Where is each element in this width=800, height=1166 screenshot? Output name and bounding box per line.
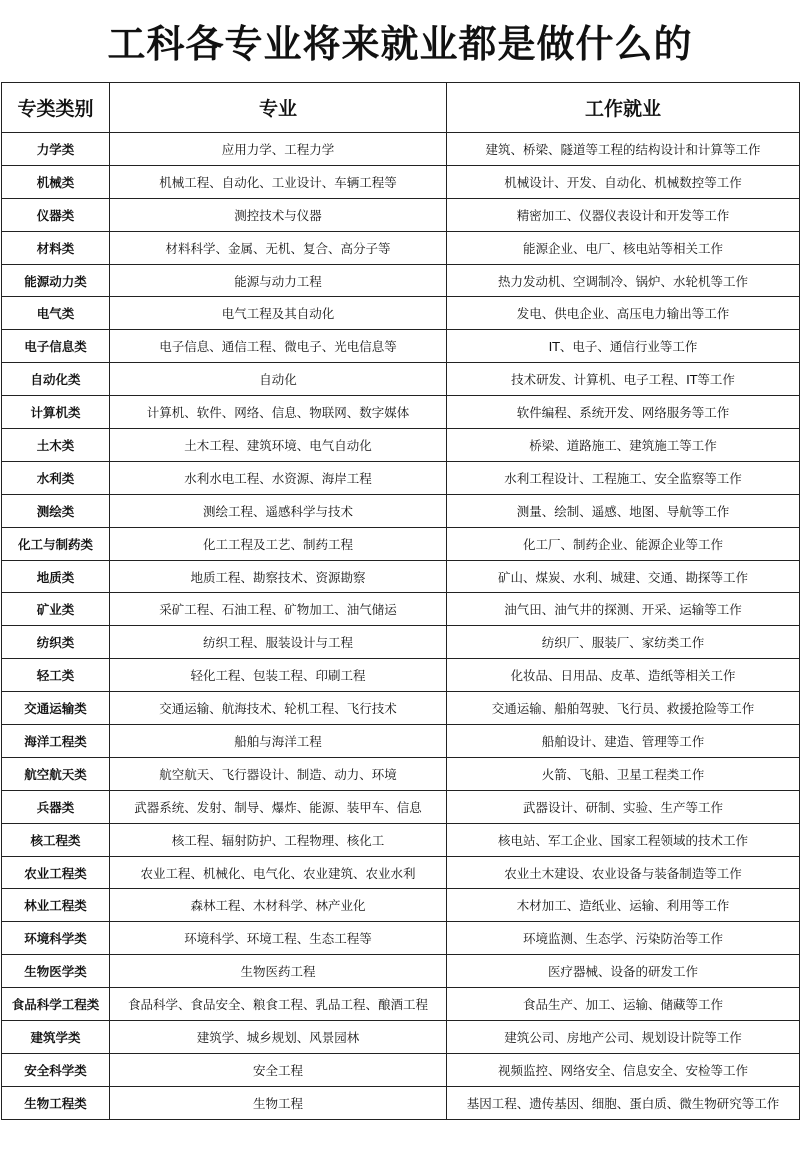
cell-category: 电气类	[2, 297, 110, 330]
cell-job: 精密加工、仪器仪表设计和开发等工作	[447, 198, 800, 231]
cell-job: 水利工程设计、工程施工、安全监察等工作	[447, 461, 800, 494]
table-row	[2, 198, 800, 231]
cell-category: 自动化类	[2, 363, 110, 396]
cell-category: 化工与制药类	[2, 527, 110, 560]
cell-job: 核电站、军工企业、国家工程领域的技术工作	[447, 823, 800, 856]
table-row	[2, 988, 800, 1021]
header-major: 专业	[110, 83, 447, 133]
table-row	[2, 856, 800, 889]
table-row	[2, 527, 800, 560]
cell-category: 仪器类	[2, 198, 110, 231]
cell-job: 纺织厂、服装厂、家纺类工作	[447, 626, 800, 659]
cell-major: 材料科学、金属、无机、复合、高分子等	[110, 231, 447, 264]
cell-job: 油气田、油气井的探测、开采、运输等工作	[447, 593, 800, 626]
cell-category: 电子信息类	[2, 330, 110, 363]
table-row	[2, 823, 800, 856]
cell-category: 纺织类	[2, 626, 110, 659]
cell-category: 航空航天类	[2, 757, 110, 790]
cell-major: 机械工程、自动化、工业设计、车辆工程等	[110, 165, 447, 198]
cell-job: 桥梁、道路施工、建筑施工等工作	[447, 429, 800, 462]
cell-job: 化妆品、日用品、皮革、造纸等相关工作	[447, 659, 800, 692]
cell-major: 森林工程、木材科学、林产业化	[110, 889, 447, 922]
cell-job: 发电、供电企业、高压电力输出等工作	[447, 297, 800, 330]
cell-category: 安全科学类	[2, 1053, 110, 1086]
cell-category: 矿业类	[2, 593, 110, 626]
table-row	[2, 725, 800, 758]
cell-category: 交通运输类	[2, 692, 110, 725]
cell-major: 化工工程及工艺、制药工程	[110, 527, 447, 560]
cell-category: 农业工程类	[2, 856, 110, 889]
table-row	[2, 626, 800, 659]
table-row	[2, 1086, 800, 1119]
table-row	[2, 494, 800, 527]
table-row	[2, 560, 800, 593]
majors-table	[1, 82, 800, 1120]
cell-category: 兵器类	[2, 790, 110, 823]
cell-job: 建筑公司、房地产公司、规划设计院等工作	[447, 1021, 800, 1054]
cell-major: 测控技术与仪器	[110, 198, 447, 231]
cell-job: 视频监控、网络安全、信息安全、安检等工作	[447, 1053, 800, 1086]
cell-major: 电子信息、通信工程、微电子、光电信息等	[110, 330, 447, 363]
cell-major: 航空航天、飞行器设计、制造、动力、环境	[110, 757, 447, 790]
table-row	[2, 593, 800, 626]
cell-major: 水利水电工程、水资源、海岸工程	[110, 461, 447, 494]
cell-job: 技术研发、计算机、电子工程、IT等工作	[447, 363, 800, 396]
cell-major: 生物工程	[110, 1086, 447, 1119]
table-row	[2, 461, 800, 494]
cell-category: 机械类	[2, 165, 110, 198]
table-row	[2, 231, 800, 264]
table-row	[2, 922, 800, 955]
table-row	[2, 889, 800, 922]
cell-job: 能源企业、电厂、核电站等相关工作	[447, 231, 800, 264]
cell-major: 环境科学、环境工程、生态工程等	[110, 922, 447, 955]
cell-category: 建筑学类	[2, 1021, 110, 1054]
cell-major: 食品科学、食品安全、粮食工程、乳品工程、酿酒工程	[110, 988, 447, 1021]
cell-job: 矿山、煤炭、水利、城建、交通、勘探等工作	[447, 560, 800, 593]
cell-category: 轻工类	[2, 659, 110, 692]
cell-category: 核工程类	[2, 823, 110, 856]
cell-category: 林业工程类	[2, 889, 110, 922]
cell-category: 环境科学类	[2, 922, 110, 955]
cell-job: 船舶设计、建造、管理等工作	[447, 725, 800, 758]
table-header-row	[2, 83, 800, 133]
cell-major: 核工程、辐射防护、工程物理、核化工	[110, 823, 447, 856]
table-row	[2, 757, 800, 790]
cell-job: 农业土木建设、农业设备与装备制造等工作	[447, 856, 800, 889]
cell-category: 能源动力类	[2, 264, 110, 297]
cell-major: 采矿工程、石油工程、矿物加工、油气储运	[110, 593, 447, 626]
cell-job: 木材加工、造纸业、运输、利用等工作	[447, 889, 800, 922]
cell-job: 化工厂、制药企业、能源企业等工作	[447, 527, 800, 560]
cell-category: 食品科学工程类	[2, 988, 110, 1021]
cell-major: 土木工程、建筑环境、电气自动化	[110, 429, 447, 462]
cell-major: 能源与动力工程	[110, 264, 447, 297]
cell-job: 医疗器械、设备的研发工作	[447, 955, 800, 988]
cell-major: 建筑学、城乡规划、风景园林	[110, 1021, 447, 1054]
cell-category: 地质类	[2, 560, 110, 593]
table-row	[2, 1053, 800, 1086]
table-row	[2, 165, 800, 198]
cell-major: 纺织工程、服装设计与工程	[110, 626, 447, 659]
table-row	[2, 955, 800, 988]
cell-category: 水利类	[2, 461, 110, 494]
table-row	[2, 330, 800, 363]
table-body	[2, 133, 800, 1120]
cell-major: 电气工程及其自动化	[110, 297, 447, 330]
table-row	[2, 363, 800, 396]
cell-category: 测绘类	[2, 494, 110, 527]
table-row	[2, 659, 800, 692]
table-row	[2, 396, 800, 429]
cell-major: 农业工程、机械化、电气化、农业建筑、农业水利	[110, 856, 447, 889]
cell-category: 力学类	[2, 133, 110, 166]
cell-category: 海洋工程类	[2, 725, 110, 758]
cell-category: 生物工程类	[2, 1086, 110, 1119]
table-row	[2, 1021, 800, 1054]
cell-job: 测量、绘制、遥感、地图、导航等工作	[447, 494, 800, 527]
header-category: 专类类别	[2, 83, 110, 133]
cell-major: 自动化	[110, 363, 447, 396]
cell-major: 测绘工程、遥感科学与技术	[110, 494, 447, 527]
cell-category: 土木类	[2, 429, 110, 462]
cell-job: IT、电子、通信行业等工作	[447, 330, 800, 363]
cell-major: 生物医药工程	[110, 955, 447, 988]
cell-job: 食品生产、加工、运输、储藏等工作	[447, 988, 800, 1021]
cell-job: 软件编程、系统开发、网络服务等工作	[447, 396, 800, 429]
cell-job: 火箭、飞船、卫星工程类工作	[447, 757, 800, 790]
cell-job: 武器设计、研制、实验、生产等工作	[447, 790, 800, 823]
cell-major: 船舶与海洋工程	[110, 725, 447, 758]
cell-category: 生物医学类	[2, 955, 110, 988]
cell-major: 交通运输、航海技术、轮机工程、飞行技术	[110, 692, 447, 725]
cell-major: 计算机、软件、网络、信息、物联网、数字媒体	[110, 396, 447, 429]
cell-category: 计算机类	[2, 396, 110, 429]
table-row	[2, 790, 800, 823]
cell-job: 基因工程、遗传基因、细胞、蛋白质、微生物研究等工作	[447, 1086, 800, 1119]
table-row	[2, 133, 800, 166]
table-row	[2, 264, 800, 297]
header-job: 工作就业	[447, 83, 800, 133]
cell-major: 地质工程、勘察技术、资源勘察	[110, 560, 447, 593]
table-row	[2, 692, 800, 725]
cell-job: 建筑、桥梁、隧道等工程的结构设计和计算等工作	[447, 133, 800, 166]
cell-job: 热力发动机、空调制冷、锅炉、水轮机等工作	[447, 264, 800, 297]
cell-major: 轻化工程、包装工程、印刷工程	[110, 659, 447, 692]
cell-category: 材料类	[2, 231, 110, 264]
cell-major: 武器系统、发射、制导、爆炸、能源、装甲车、信息	[110, 790, 447, 823]
page-title: 工科各专业将来就业都是做什么的	[107, 22, 693, 66]
cell-job: 环境监测、生态学、污染防治等工作	[447, 922, 800, 955]
cell-job: 机械设计、开发、自动化、机械数控等工作	[447, 165, 800, 198]
cell-job: 交通运输、船舶驾驶、飞行员、救援抢险等工作	[447, 692, 800, 725]
cell-major: 安全工程	[110, 1053, 447, 1086]
cell-major: 应用力学、工程力学	[110, 133, 447, 166]
table-row	[2, 297, 800, 330]
table-row	[2, 429, 800, 462]
